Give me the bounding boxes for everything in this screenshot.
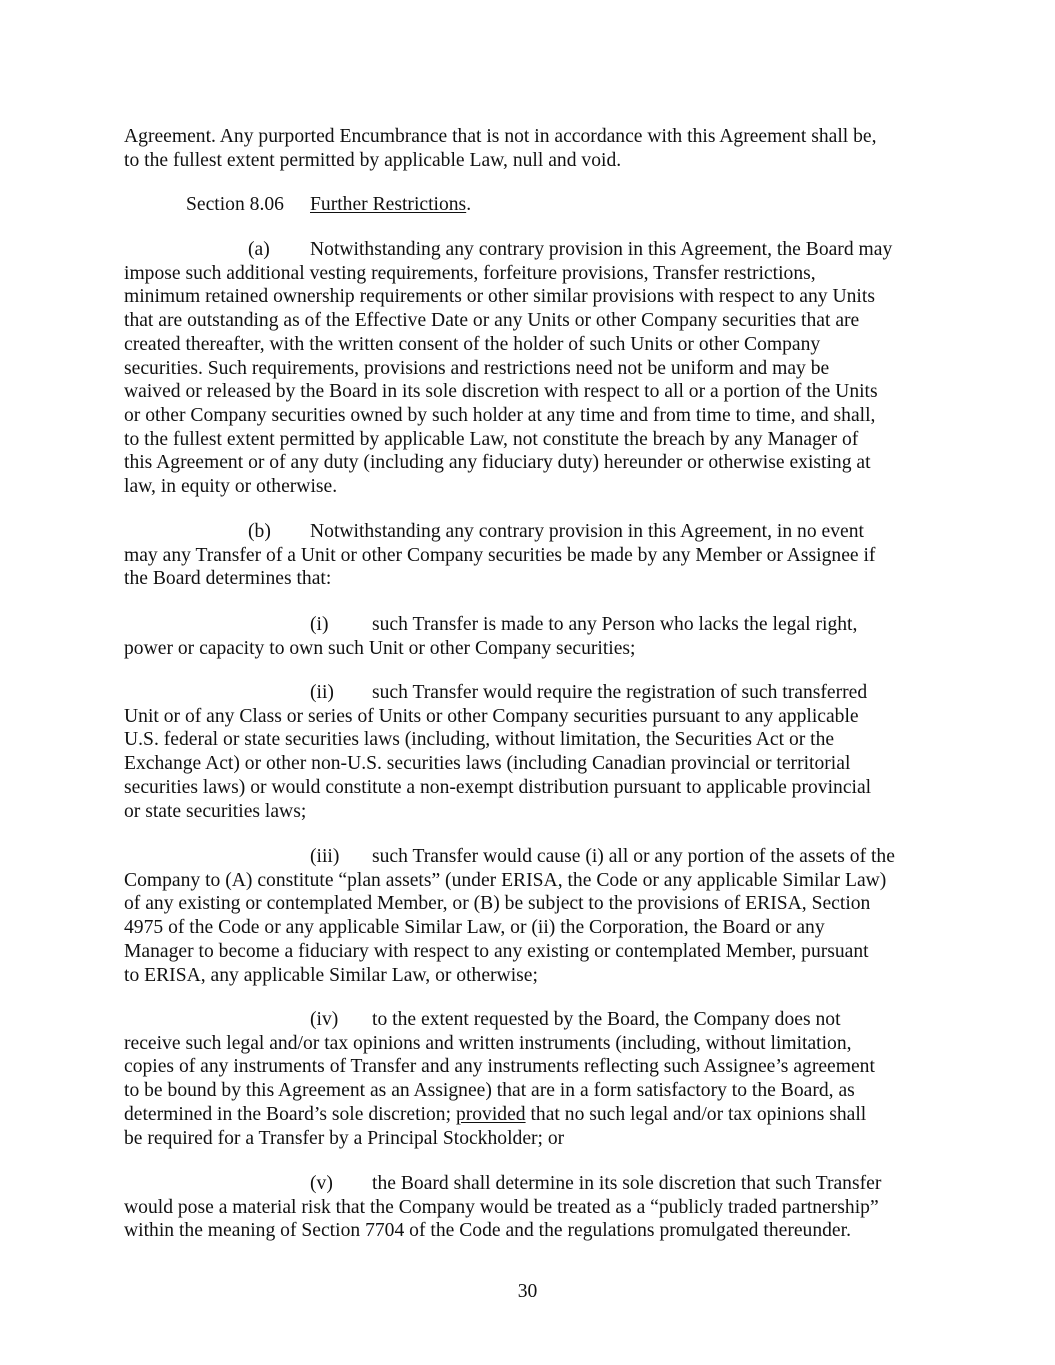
paragraph-first-line: Notwithstanding any contrary provision in this Agreement, the Board may (310, 239, 893, 260)
item-text: determined in the Board’s sole discretion; (124, 1103, 456, 1125)
paragraph-line: or other Company securities owned by such holder at any time and from time to time, and shall, (124, 404, 876, 426)
intro-line: to the fullest extent permitted by applicable Law, null and void. (124, 149, 622, 171)
item-first-line: the Board shall determine in its sole discretion that such Transfer (372, 1173, 882, 1194)
item-label: (i) (310, 614, 329, 635)
item-line: Company to (A) constitute “plan assets” (under ERISA, the Code or any applicable Similar Law) (124, 869, 887, 891)
paragraph-label: (b) (248, 521, 271, 542)
paragraph-line: impose such additional vesting requirements, forfeiture provisions, Transfer restrictions, (124, 262, 816, 284)
item-label: (iii) (310, 846, 340, 867)
section-heading (124, 193, 934, 217)
paragraph-a (124, 238, 934, 499)
item-line: to ERISA, any applicable Similar Law, or otherwise; (124, 964, 538, 986)
paragraph-line: that are outstanding as of the Effective Date or any Units or other Company securities that are (124, 310, 860, 332)
item-line: securities laws) or would constitute a non-exempt distribution pursuant to applicable provincial (124, 776, 872, 798)
section-title-suffix: . (466, 194, 472, 215)
item-line: Exchange Act) or other non-U.S. securities laws (including Canadian provincial or territorial (124, 753, 851, 775)
paragraph-label: (a) (248, 239, 270, 260)
item-v (124, 1172, 934, 1243)
paragraph-line: waived or released by the Board in its sole discretion with respect to all or a portion of the Units (124, 381, 878, 403)
item-first-line: such Transfer is made to any Person who lacks the legal right, (372, 614, 858, 635)
paragraph-line: to the fullest extent permitted by applicable Law, not constitute the breach by any Manager of (124, 428, 859, 450)
paragraph-line: minimum retained ownership requirements or other similar provisions with respect to any Units (124, 286, 875, 308)
item-i (124, 613, 934, 660)
item-line: Unit or of any Class or series of Units or other Company securities pursuant to any applicable (124, 705, 859, 727)
paragraph-first-line: Notwithstanding any contrary provision in this Agreement, in no event (310, 521, 864, 542)
item-iii (124, 845, 934, 987)
item-line: U.S. federal or state securities laws (including, without limitation, the Securities Act or the (124, 729, 835, 751)
item-line: within the meaning of Section 7704 of the Code and the regulations promulgated thereunder. (124, 1220, 851, 1242)
section-number: Section 8.06 (186, 194, 284, 215)
item-line: or state securities laws; (124, 800, 307, 822)
page-number: 30 (517, 1281, 538, 1302)
item-line: be required for a Transfer by a Principal Stockholder; or (124, 1127, 565, 1149)
paragraph-line: securities. Such requirements, provisions and restrictions need not be uniform and may be (124, 357, 830, 379)
item-text: that no such legal and/or tax opinions shall (525, 1103, 867, 1125)
item-label: (ii) (310, 682, 334, 703)
item-line: Manager to become a fiduciary with respect to any existing or contemplated Member, pursuant (124, 940, 869, 962)
provided-underlined-term: provided (455, 1103, 526, 1125)
item-line (124, 1103, 934, 1127)
item-iv (124, 1008, 934, 1150)
paragraph-line: created thereafter, with the written consent of the holder of such Units or other Company (124, 333, 821, 355)
paragraph-b (124, 520, 934, 591)
item-first-line: to the extent requested by the Board, the Company does not (372, 1009, 841, 1030)
paragraph-line: law, in equity or otherwise. (124, 476, 338, 498)
item-label: (v) (310, 1173, 333, 1194)
intro-line: Agreement. Any purported Encumbrance that is not in accordance with this Agreement shall be, (124, 126, 877, 147)
paragraph-line: the Board determines that: (124, 568, 332, 590)
item-line: receive such legal and/or tax opinions and written instruments (including, without limitation, (124, 1032, 852, 1054)
item-line: of any existing or contemplated Member, or (B) be subject to the provisions of ERISA, Section (124, 893, 871, 915)
item-first-line: such Transfer would cause (i) all or any portion of the assets of the (372, 846, 895, 867)
paragraph-line: this Agreement or of any duty (including any fiduciary duty) hereunder or otherwise existing at (124, 452, 871, 474)
item-line: to be bound by this Agreement as an Assignee) that are in a form satisfactory to the Board, as (124, 1080, 855, 1102)
item-first-line: such Transfer would require the registration of such transferred (372, 682, 868, 703)
item-ii (124, 681, 934, 823)
item-label: (iv) (310, 1009, 339, 1030)
paragraph-line: may any Transfer of a Unit or other Company securities be made by any Member or Assignee if (124, 544, 876, 566)
item-line: would pose a material risk that the Company would be treated as a “publicly traded partnership” (124, 1196, 879, 1218)
item-line: copies of any instruments of Transfer and any instruments reflecting such Assignee’s agreement (124, 1056, 875, 1078)
item-line: power or capacity to own such Unit or other Company securities; (124, 637, 636, 659)
section-title: Further Restrictions (310, 194, 467, 215)
intro-paragraph (124, 125, 934, 172)
item-line: 4975 of the Code or any applicable Similar Law, or (ii) the Corporation, the Board or any (124, 917, 825, 939)
